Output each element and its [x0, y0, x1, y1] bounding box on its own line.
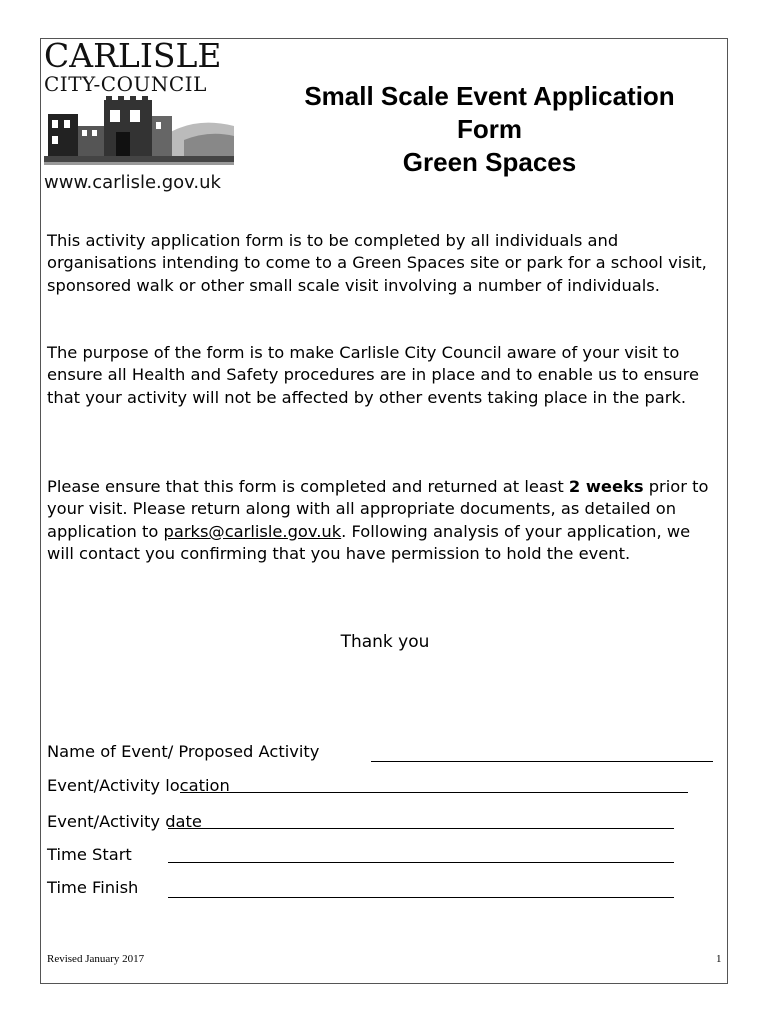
email-link[interactable]: parks@carlisle.gov.uk	[163, 521, 342, 541]
start-label: Time Start	[47, 845, 132, 864]
finish-input-line[interactable]	[168, 897, 674, 898]
date-input-line[interactable]	[168, 828, 674, 829]
location-label: Event/Activity location	[47, 776, 230, 795]
page-number: 1	[716, 953, 722, 965]
logo-line-2: CITY-COUNCIL	[44, 72, 207, 96]
start-input-line[interactable]	[168, 862, 674, 863]
deadline-text-start: Please ensure that this form is completed and returned at least	[47, 477, 569, 496]
council-logo	[44, 36, 240, 200]
revision-note: Revised January 2017	[47, 953, 145, 965]
logo-url: www.carlisle.gov.uk	[44, 172, 221, 193]
title-line-2: Form	[457, 114, 522, 144]
deadline-paragraph	[47, 476, 717, 565]
title-line-1: Small Scale Event Application	[304, 81, 675, 111]
logo-line-1: CARLISLE	[44, 36, 222, 75]
castle-icon	[44, 96, 234, 168]
finish-label: Time Finish	[47, 878, 139, 897]
deadline-bold: 2 weeks	[568, 477, 644, 496]
purpose-paragraph: The purpose of the form is to make Carlisle City Council aware of your visit to ensure all Health and Safety procedures are in place and to enable us to ensure that your activity will not be affected by other events taking place in the park.	[47, 343, 700, 407]
deadline-text-mid: prior to your visit. Please return along with all appropriate documents, as detailed on application to	[47, 477, 709, 541]
date-label: Event/Activity date	[47, 812, 202, 831]
name-input-line[interactable]	[371, 761, 713, 762]
title-line-3: Green Spaces	[402, 147, 577, 177]
name-label: Name of Event/ Proposed Activity	[47, 742, 320, 761]
intro-paragraph: This activity application form is to be completed by all individuals and organisations intending to come to a Green Spaces site or park for a school visit, sponsored walk or other small scale visit involving a number of individuals.	[47, 231, 707, 295]
thank-you-text: Thank you	[340, 632, 430, 652]
deadline-text-end: . Following analysis of your application, we will contact you confirming that you have permission to hold the event.	[47, 521, 691, 563]
page-title	[262, 80, 717, 179]
location-input-line[interactable]	[180, 792, 688, 793]
